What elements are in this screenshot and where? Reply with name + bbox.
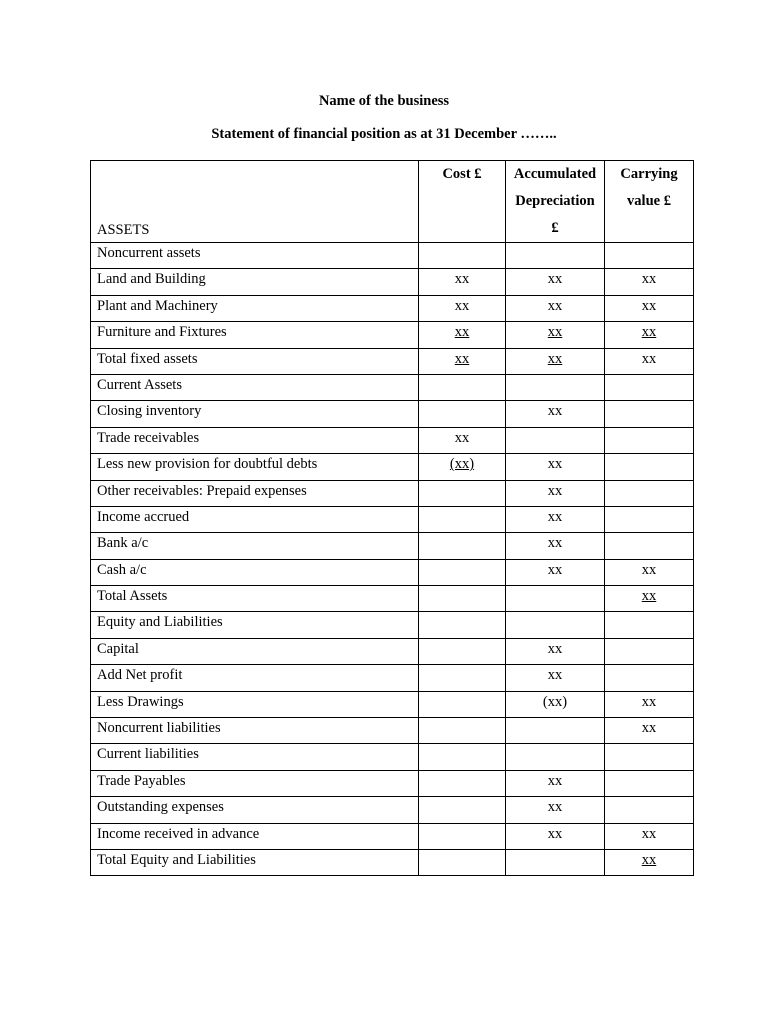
row-label: Land and Building xyxy=(91,269,419,295)
depreciation-cell: xx xyxy=(506,559,605,585)
carrying-cell: xx xyxy=(605,322,694,348)
carrying-cell: xx xyxy=(605,718,694,744)
table-row xyxy=(91,744,694,770)
carrying-cell: xx xyxy=(605,586,694,612)
table-row xyxy=(91,295,694,321)
depreciation-cell: xx xyxy=(506,454,605,480)
depreciation-cell: xx xyxy=(506,823,605,849)
cost-cell xyxy=(419,718,506,744)
cost-cell xyxy=(419,691,506,717)
row-label: Total Assets xyxy=(91,586,419,612)
depreciation-cell xyxy=(506,374,605,400)
cost-cell xyxy=(419,612,506,638)
row-label: Plant and Machinery xyxy=(91,295,419,321)
table-row xyxy=(91,823,694,849)
row-label: Less new provision for doubtful debts xyxy=(91,454,419,480)
cost-cell: xx xyxy=(419,348,506,374)
cost-cell xyxy=(419,559,506,585)
cost-cell: xx xyxy=(419,269,506,295)
assets-header: ASSETS xyxy=(91,161,419,243)
carrying-cell: xx xyxy=(605,849,694,875)
depreciation-header-line3: £ xyxy=(551,220,559,236)
row-label: Trade receivables xyxy=(91,427,419,453)
row-label: Outstanding expenses xyxy=(91,797,419,823)
depreciation-header-line1: Accumulated xyxy=(513,166,597,182)
carrying-cell: xx xyxy=(605,348,694,374)
depreciation-cell: xx xyxy=(506,770,605,796)
table-row xyxy=(91,243,694,269)
row-label: Cash a/c xyxy=(91,559,419,585)
table-row xyxy=(91,533,694,559)
depreciation-cell: xx xyxy=(506,348,605,374)
row-label: Total Equity and Liabilities xyxy=(91,849,419,875)
table-row xyxy=(91,427,694,453)
cost-cell xyxy=(419,401,506,427)
depreciation-cell: xx xyxy=(506,665,605,691)
cost-cell xyxy=(419,586,506,612)
table-row xyxy=(91,718,694,744)
table-header-row xyxy=(91,161,694,243)
row-label: Income received in advance xyxy=(91,823,419,849)
carrying-cell xyxy=(605,427,694,453)
carrying-cell xyxy=(605,454,694,480)
row-label: Total fixed assets xyxy=(91,348,419,374)
row-label: Current liabilities xyxy=(91,744,419,770)
depreciation-cell: xx xyxy=(506,480,605,506)
carrying-cell xyxy=(605,770,694,796)
table-row xyxy=(91,770,694,796)
cost-cell xyxy=(419,374,506,400)
carrying-cell xyxy=(605,638,694,664)
row-label: Capital xyxy=(91,638,419,664)
carrying-cell xyxy=(605,612,694,638)
depreciation-cell xyxy=(506,744,605,770)
cost-cell xyxy=(419,638,506,664)
depreciation-cell xyxy=(506,718,605,744)
depreciation-cell xyxy=(506,427,605,453)
table-row xyxy=(91,348,694,374)
cost-cell: xx xyxy=(419,427,506,453)
table-row xyxy=(91,401,694,427)
carrying-cell: xx xyxy=(605,295,694,321)
depreciation-cell: xx xyxy=(506,797,605,823)
depreciation-cell: xx xyxy=(506,533,605,559)
carrying-cell xyxy=(605,480,694,506)
depreciation-cell xyxy=(506,243,605,269)
carrying-cell: xx xyxy=(605,691,694,717)
row-label: Equity and Liabilities xyxy=(91,612,419,638)
carrying-cell xyxy=(605,243,694,269)
table-row xyxy=(91,797,694,823)
cost-cell xyxy=(419,744,506,770)
cost-cell xyxy=(419,797,506,823)
cost-cell xyxy=(419,533,506,559)
carrying-cell xyxy=(605,401,694,427)
row-label: Bank a/c xyxy=(91,533,419,559)
depreciation-cell: xx xyxy=(506,506,605,532)
table-row xyxy=(91,322,694,348)
table-row xyxy=(91,691,694,717)
depreciation-cell xyxy=(506,849,605,875)
depreciation-cell: (xx) xyxy=(506,691,605,717)
table-row xyxy=(91,454,694,480)
row-label: Noncurrent assets xyxy=(91,243,419,269)
cost-cell xyxy=(419,665,506,691)
depreciation-cell: xx xyxy=(506,322,605,348)
depreciation-cell: xx xyxy=(506,269,605,295)
table-row xyxy=(91,849,694,875)
cost-cell xyxy=(419,770,506,796)
cost-cell: xx xyxy=(419,295,506,321)
carrying-cell xyxy=(605,506,694,532)
table-row xyxy=(91,269,694,295)
financial-position-table xyxy=(90,160,694,876)
row-label: Closing inventory xyxy=(91,401,419,427)
row-label: Add Net profit xyxy=(91,665,419,691)
depreciation-header-line2: Depreciation xyxy=(515,193,595,209)
cost-cell xyxy=(419,823,506,849)
cost-cell: (xx) xyxy=(419,454,506,480)
row-label: Income accrued xyxy=(91,506,419,532)
business-name: Name of the business xyxy=(318,93,450,109)
depreciation-header xyxy=(506,161,605,243)
cost-cell xyxy=(419,480,506,506)
depreciation-cell: xx xyxy=(506,295,605,321)
row-label: Furniture and Fixtures xyxy=(91,322,419,348)
table-row xyxy=(91,559,694,585)
table-row xyxy=(91,665,694,691)
table-row xyxy=(91,638,694,664)
carrying-value-header xyxy=(605,161,694,243)
statement-title: Statement of financial position as at 31 December …….. xyxy=(211,126,557,142)
table-row xyxy=(91,374,694,400)
depreciation-cell xyxy=(506,586,605,612)
table-row xyxy=(91,586,694,612)
row-label: Noncurrent liabilities xyxy=(91,718,419,744)
carrying-cell: xx xyxy=(605,559,694,585)
cost-cell xyxy=(419,506,506,532)
table-row xyxy=(91,480,694,506)
row-label: Less Drawings xyxy=(91,691,419,717)
carrying-cell: xx xyxy=(605,269,694,295)
carrying-cell xyxy=(605,533,694,559)
carrying-header-line1: Carrying xyxy=(620,166,678,182)
carrying-cell xyxy=(605,744,694,770)
depreciation-cell xyxy=(506,612,605,638)
table-row xyxy=(91,612,694,638)
cost-header-label: Cost £ xyxy=(442,166,482,182)
carrying-cell xyxy=(605,797,694,823)
table-row xyxy=(91,506,694,532)
cost-cell xyxy=(419,849,506,875)
carrying-cell xyxy=(605,665,694,691)
carrying-header-line2: value £ xyxy=(627,193,671,209)
depreciation-cell: xx xyxy=(506,638,605,664)
row-label: Other receivables: Prepaid expenses xyxy=(91,480,419,506)
carrying-cell xyxy=(605,374,694,400)
row-label: Current Assets xyxy=(91,374,419,400)
cost-header xyxy=(419,161,506,243)
cost-cell xyxy=(419,243,506,269)
carrying-cell: xx xyxy=(605,823,694,849)
cost-cell: xx xyxy=(419,322,506,348)
depreciation-cell: xx xyxy=(506,401,605,427)
row-label: Trade Payables xyxy=(91,770,419,796)
